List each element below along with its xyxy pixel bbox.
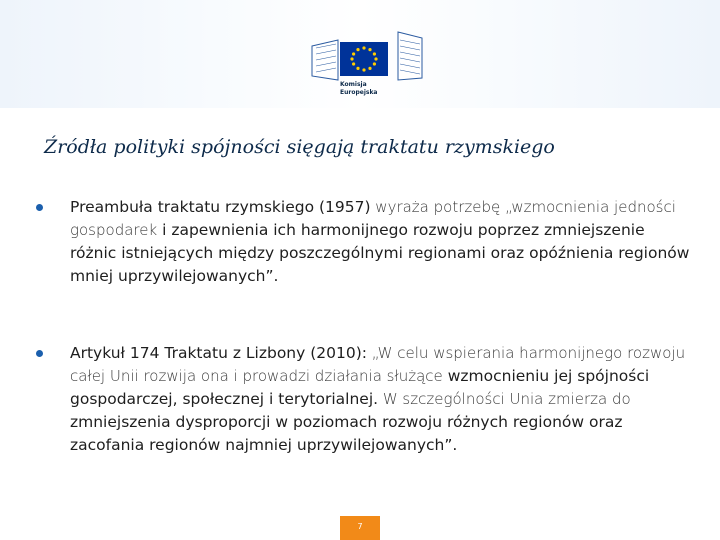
bullet-text-segment: i zapewnienia ich harmonijnego rozwoju poprzez zmniejszenie różnic istniejących między poszczególnymi regionami oraz opóźnienia regionów mniej uprzywilejowanych”.: [70, 221, 690, 285]
page-number-badge: [340, 516, 380, 540]
logo-text-line2: Europejska: [340, 89, 378, 96]
bullet-icon: [36, 350, 43, 357]
european-commission-logo: [310, 18, 430, 104]
header-band: [0, 0, 720, 108]
bullet-text: [70, 342, 690, 457]
page-number: 7: [357, 522, 363, 531]
bullet-text: [70, 196, 690, 288]
bullet-text-segment: Preambuła traktatu rzymskiego (1957): [70, 198, 371, 216]
bullet-text-segment: W szczególności Unia zmierza do: [378, 390, 631, 408]
logo-text-line1: Komisja: [340, 81, 367, 88]
bullet-text-segment: wyraża potrzebę „wzmocnienia jedności gospodarek: [70, 198, 676, 239]
bullet-text-segment: Artykuł 174 Traktatu z Lizbony (2010):: [70, 344, 367, 362]
berlaymont-building-icon: [310, 18, 430, 104]
page-title: Źródła polityki spójności sięgają traktatu rzymskiego: [44, 136, 555, 158]
bullet-text-segment: zmniejszenia dysproporcji w poziomach rozwoju różnych regionów oraz zacofania regionów najmniej uprzywilejowanych”.: [70, 413, 623, 454]
bullet-text-segment: wzmocnieniu jej spójności gospodarczej, społecznej i terytorialnej.: [70, 367, 650, 408]
bullet-icon: [36, 204, 43, 211]
bullet-text-segment: „W celu wspierania harmonijnego rozwoju całej Unii rozwija ona i prowadzi działania służące: [70, 344, 686, 385]
